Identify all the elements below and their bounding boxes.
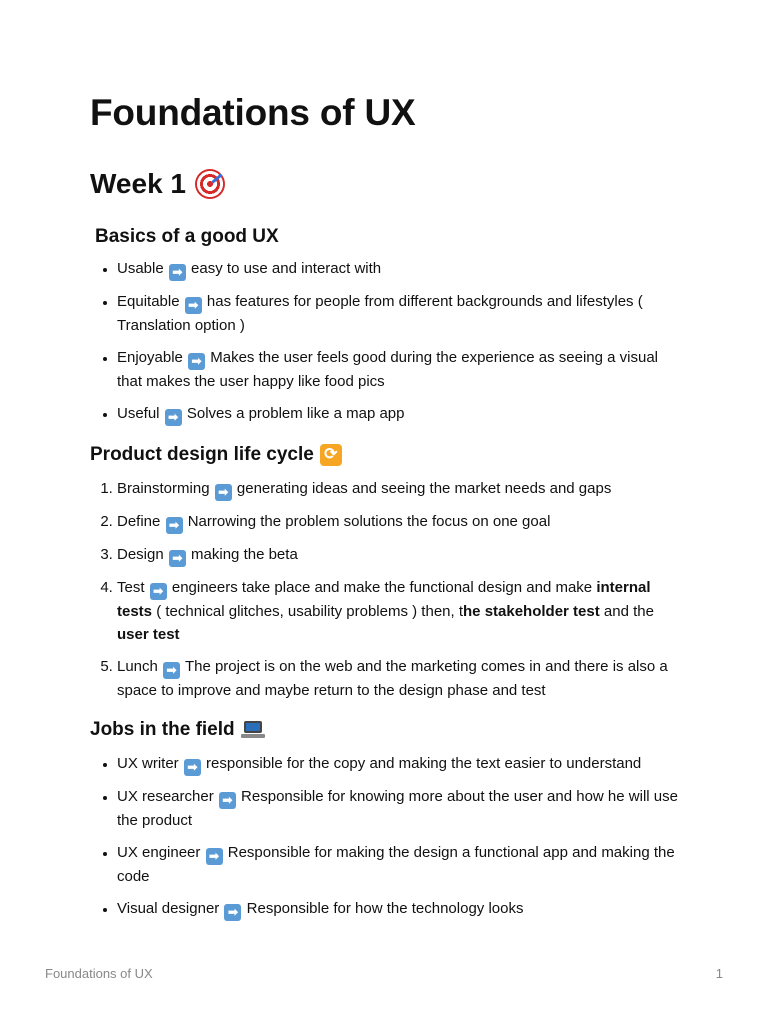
item-description: easy to use and interact with: [191, 260, 382, 277]
list-item: [117, 655, 682, 702]
item-description: has features for people from different backgrounds and lifestyles ( Translation option ): [117, 293, 643, 334]
list-item: [117, 510, 682, 534]
lifecycle-list: [90, 477, 682, 711]
arrow-right-icon: ➡: [185, 297, 202, 314]
section-heading-basics-text: Basics of a good UX: [95, 226, 279, 247]
arrow-right-icon: ➡: [206, 848, 223, 865]
item-term: Define: [117, 513, 161, 530]
basics-list: [90, 257, 682, 435]
item-term: Brainstorming: [117, 480, 210, 497]
list-item: [117, 257, 682, 281]
repeat-icon: ⟳: [320, 444, 342, 466]
item-description: Solves a problem like a map app: [186, 405, 405, 422]
item-description: Makes the user feels good during the experience as seeing a visual that makes the user happy like food pics: [117, 349, 659, 390]
arrow-right-icon: ➡: [215, 484, 232, 501]
item-term: Test: [117, 579, 145, 596]
section-heading-jobs: [90, 719, 265, 741]
item-term: Lunch: [117, 658, 158, 675]
item-term: UX engineer: [117, 844, 201, 861]
list-item: [117, 477, 682, 501]
jobs-list: [90, 752, 682, 930]
week-heading: [90, 168, 225, 200]
item-description: engineers take place and make the functional design and make: [171, 579, 597, 596]
item-description: Responsible for knowing more about the user and how he will use the product: [117, 788, 678, 829]
target-icon: [195, 169, 225, 199]
item-description: Narrowing the problem solutions the focus on one goal: [187, 513, 551, 530]
bold-stakeholder-test: he stakeholder test: [463, 603, 600, 620]
list-item: [117, 841, 682, 888]
section-heading-lifecycle: [90, 444, 342, 466]
laptop-icon: [241, 721, 265, 739]
list-item: [117, 752, 682, 776]
section-heading-jobs-text: Jobs in the field: [90, 719, 235, 740]
item-term: Useful: [117, 405, 160, 422]
arrow-right-icon: ➡: [150, 583, 167, 600]
item-term: Usable: [117, 260, 164, 277]
item-description: responsible for the copy and making the text easier to understand: [206, 755, 642, 772]
bold-user-test: user test: [117, 626, 180, 643]
arrow-right-icon: ➡: [184, 759, 201, 776]
footer-page-number: 1: [715, 966, 723, 981]
arrow-right-icon: ➡: [224, 904, 241, 921]
list-item: [117, 576, 682, 646]
arrow-right-icon: ➡: [188, 353, 205, 370]
week-heading-text: Week 1: [90, 168, 186, 199]
list-item: [117, 897, 682, 921]
arrow-right-icon: ➡: [165, 409, 182, 426]
item-description: Responsible for how the technology looks: [246, 900, 524, 917]
item-term: Equitable: [117, 293, 180, 310]
item-term: UX researcher: [117, 788, 214, 805]
item-description: making the beta: [191, 546, 298, 563]
page-title: Foundations of UX: [90, 92, 416, 133]
item-term: UX writer: [117, 755, 179, 772]
list-item: [117, 785, 682, 832]
item-term: Enjoyable: [117, 349, 183, 366]
item-description: generating ideas and seeing the market needs and gaps: [236, 480, 612, 497]
list-item: [117, 543, 682, 567]
item-description: Responsible for making the design a functional app and making the code: [117, 844, 675, 885]
item-description: ( technical glitches, usability problems ) then, t: [152, 603, 464, 620]
footer-doc-name: Foundations of UX: [45, 966, 153, 981]
list-item: [117, 346, 682, 393]
arrow-right-icon: ➡: [163, 662, 180, 679]
bold-internal-tests: internal tests: [117, 579, 651, 620]
arrow-right-icon: ➡: [166, 517, 183, 534]
item-description: and the: [599, 603, 654, 620]
list-item: [117, 402, 682, 426]
item-description: The project is on the web and the marketing comes in and there is also a space to improve and maybe return to the design phase and test: [117, 658, 668, 699]
item-term: Visual designer: [117, 900, 220, 917]
arrow-right-icon: ➡: [169, 264, 186, 281]
arrow-right-icon: ➡: [169, 550, 186, 567]
section-heading-basics: [95, 226, 279, 248]
list-item: [117, 290, 682, 337]
section-heading-lifecycle-text: Product design life cycle: [90, 444, 314, 465]
arrow-right-icon: ➡: [219, 792, 236, 809]
item-term: Design: [117, 546, 164, 563]
